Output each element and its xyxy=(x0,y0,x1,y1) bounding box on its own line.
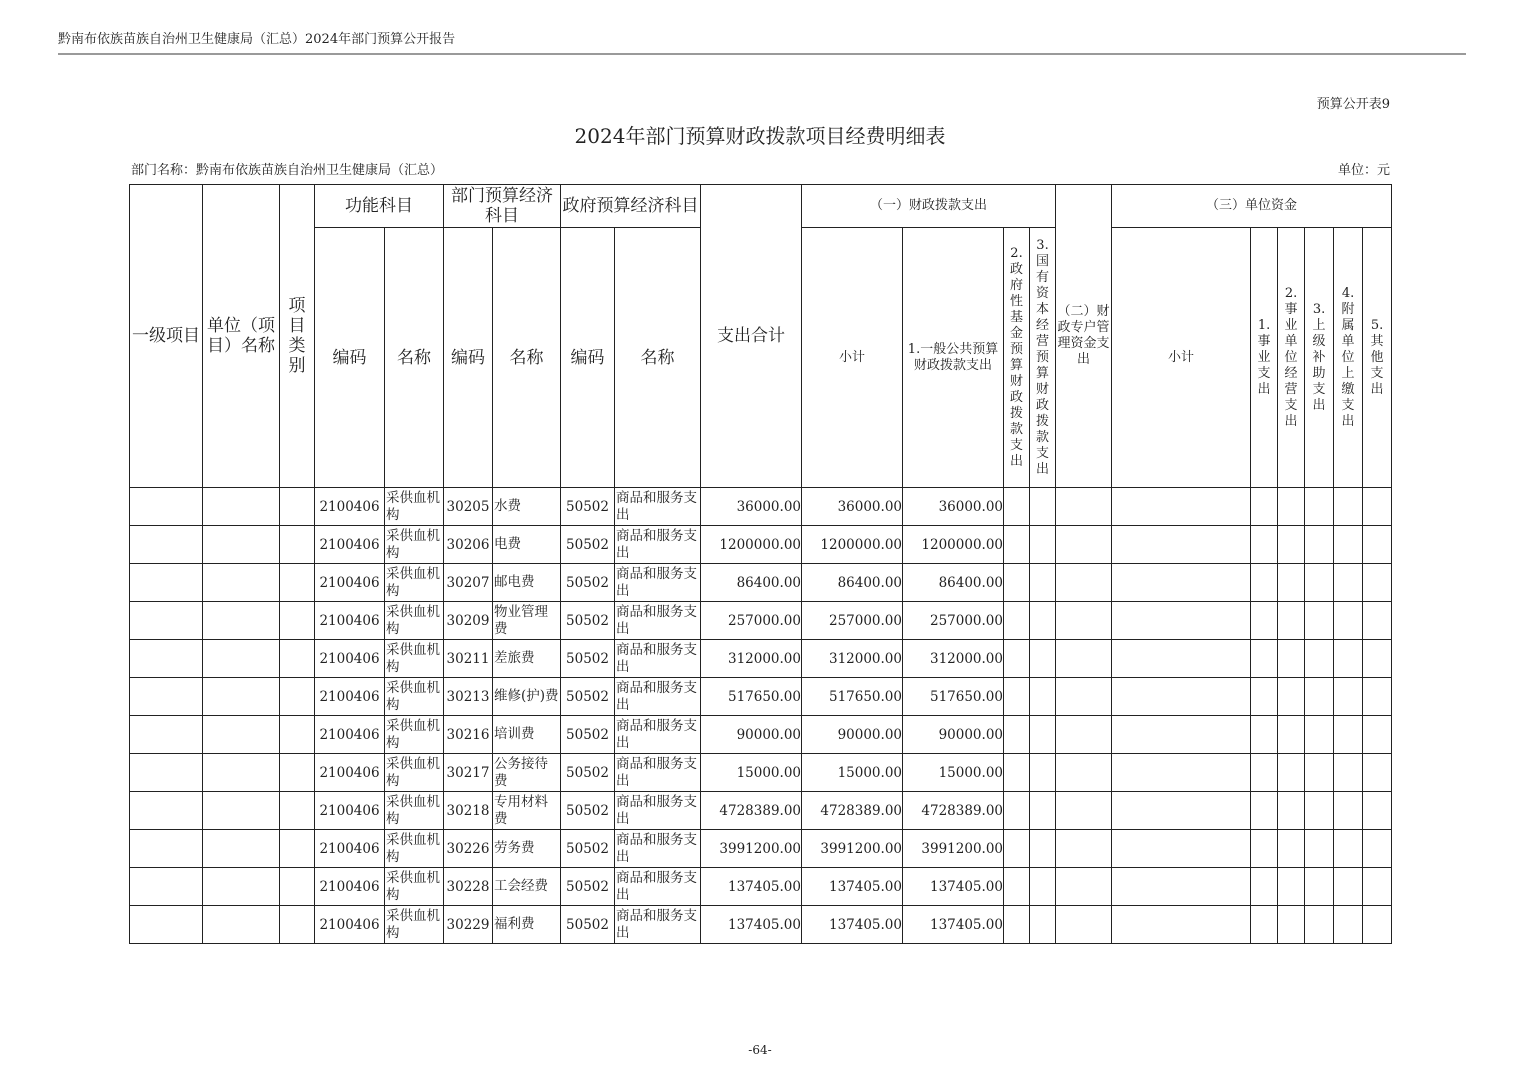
report-header: 黔南布依族苗族自治州卫生健康局（汇总）2024年部门预算公开报告 xyxy=(58,32,456,47)
unit-name-cell xyxy=(203,868,280,906)
col-dept-name: 名称 xyxy=(493,228,561,488)
page-title: 2024年部门预算财政拨款项目经费明细表 xyxy=(574,124,946,148)
unit-subtotal-cell xyxy=(1112,868,1251,906)
business-operation-cell xyxy=(1278,754,1305,792)
level1-cell xyxy=(130,602,203,640)
special-account-cell xyxy=(1056,868,1112,906)
business-expense-cell xyxy=(1251,678,1278,716)
dept-name-cell: 公务接待费 xyxy=(493,754,561,792)
other-expense-cell xyxy=(1363,868,1392,906)
gov-fund-cell xyxy=(1004,488,1030,526)
table-row xyxy=(130,906,1392,944)
unit-subtotal-cell xyxy=(1112,716,1251,754)
func-name-cell: 采供血机构 xyxy=(385,906,444,944)
level1-cell xyxy=(130,526,203,564)
special-account-cell xyxy=(1056,716,1112,754)
subtotal-cell: 3991200.00 xyxy=(802,830,903,868)
superior-subsidy-cell xyxy=(1305,716,1334,754)
affiliate-payment-cell xyxy=(1334,678,1363,716)
gov-name-cell: 商品和服务支出 xyxy=(615,830,701,868)
gov-code-cell: 50502 xyxy=(561,830,615,868)
state-capital-cell xyxy=(1030,906,1056,944)
project-type-cell xyxy=(280,792,315,830)
func-code-cell: 2100406 xyxy=(315,678,385,716)
table-row xyxy=(130,830,1392,868)
other-expense-cell xyxy=(1363,830,1392,868)
gov-code-cell: 50502 xyxy=(561,564,615,602)
gov-code-cell: 50502 xyxy=(561,754,615,792)
state-capital-cell xyxy=(1030,678,1056,716)
state-capital-cell xyxy=(1030,754,1056,792)
col-unit-funds: （三）单位资金 xyxy=(1112,185,1392,228)
subtotal-cell: 86400.00 xyxy=(802,564,903,602)
unit-name-cell xyxy=(203,602,280,640)
unit-name-cell xyxy=(203,792,280,830)
table-body xyxy=(130,488,1392,944)
unit-name-cell xyxy=(203,678,280,716)
affiliate-payment-cell xyxy=(1334,564,1363,602)
dept-code-cell: 30213 xyxy=(444,678,493,716)
affiliate-payment-cell xyxy=(1334,868,1363,906)
dept-name-cell: 水费 xyxy=(493,488,561,526)
table-row xyxy=(130,640,1392,678)
other-expense-cell xyxy=(1363,640,1392,678)
col-gov-code: 编码 xyxy=(561,228,615,488)
gov-fund-cell xyxy=(1004,678,1030,716)
unit-name-cell xyxy=(203,488,280,526)
level1-cell xyxy=(130,830,203,868)
business-operation-cell xyxy=(1278,564,1305,602)
func-code-cell: 2100406 xyxy=(315,754,385,792)
project-type-cell xyxy=(280,830,315,868)
header-divider xyxy=(58,53,1466,55)
col-dept-econ-subject: 部门预算经济科目 xyxy=(444,185,561,228)
affiliate-payment-cell xyxy=(1334,488,1363,526)
level1-cell xyxy=(130,754,203,792)
col-total-expenditure: 支出合计 xyxy=(701,185,802,488)
special-account-cell xyxy=(1056,906,1112,944)
project-type-cell xyxy=(280,488,315,526)
gov-name-cell: 商品和服务支出 xyxy=(615,906,701,944)
gov-fund-cell xyxy=(1004,792,1030,830)
other-expense-cell xyxy=(1363,488,1392,526)
business-expense-cell xyxy=(1251,830,1278,868)
business-operation-cell xyxy=(1278,526,1305,564)
special-account-cell xyxy=(1056,602,1112,640)
business-operation-cell xyxy=(1278,640,1305,678)
special-account-cell xyxy=(1056,526,1112,564)
other-expense-cell xyxy=(1363,602,1392,640)
unit-subtotal-cell xyxy=(1112,754,1251,792)
general-budget-cell: 517650.00 xyxy=(903,678,1004,716)
dept-name-cell: 邮电费 xyxy=(493,564,561,602)
superior-subsidy-cell xyxy=(1305,640,1334,678)
func-name-cell: 采供血机构 xyxy=(385,830,444,868)
func-code-cell: 2100406 xyxy=(315,830,385,868)
department-label: 部门名称：黔南布依族苗族自治州卫生健康局（汇总） xyxy=(131,163,444,178)
gov-name-cell: 商品和服务支出 xyxy=(615,678,701,716)
state-capital-cell xyxy=(1030,526,1056,564)
subtotal-cell: 517650.00 xyxy=(802,678,903,716)
business-expense-cell xyxy=(1251,640,1278,678)
state-capital-cell xyxy=(1030,640,1056,678)
unit-name-cell xyxy=(203,640,280,678)
col-unit-name: 单位（项目）名称 xyxy=(203,185,280,488)
subtotal-cell: 312000.00 xyxy=(802,640,903,678)
col-gov-fund: 2.政府性基金预算财政拨款支出 xyxy=(1004,228,1030,488)
superior-subsidy-cell xyxy=(1305,488,1334,526)
state-capital-cell xyxy=(1030,602,1056,640)
col-func-name: 名称 xyxy=(385,228,444,488)
project-type-cell xyxy=(280,754,315,792)
superior-subsidy-cell xyxy=(1305,678,1334,716)
table-row xyxy=(130,488,1392,526)
gov-name-cell: 商品和服务支出 xyxy=(615,792,701,830)
total-cell: 1200000.00 xyxy=(701,526,802,564)
col-other-expense: 5.其他支出 xyxy=(1363,228,1392,488)
affiliate-payment-cell xyxy=(1334,754,1363,792)
state-capital-cell xyxy=(1030,488,1056,526)
func-name-cell: 采供血机构 xyxy=(385,526,444,564)
func-name-cell: 采供血机构 xyxy=(385,678,444,716)
project-type-cell xyxy=(280,906,315,944)
total-cell: 36000.00 xyxy=(701,488,802,526)
func-name-cell: 采供血机构 xyxy=(385,754,444,792)
project-type-cell xyxy=(280,640,315,678)
business-operation-cell xyxy=(1278,678,1305,716)
unit-subtotal-cell xyxy=(1112,640,1251,678)
unit-name-cell xyxy=(203,754,280,792)
func-code-cell: 2100406 xyxy=(315,640,385,678)
affiliate-payment-cell xyxy=(1334,792,1363,830)
total-cell: 15000.00 xyxy=(701,754,802,792)
business-operation-cell xyxy=(1278,716,1305,754)
business-expense-cell xyxy=(1251,564,1278,602)
dept-code-cell: 30207 xyxy=(444,564,493,602)
table-row xyxy=(130,716,1392,754)
affiliate-payment-cell xyxy=(1334,640,1363,678)
dept-name-cell: 物业管理费 xyxy=(493,602,561,640)
affiliate-payment-cell xyxy=(1334,716,1363,754)
unit-subtotal-cell xyxy=(1112,564,1251,602)
unit-name-cell xyxy=(203,906,280,944)
gov-code-cell: 50502 xyxy=(561,716,615,754)
dept-code-cell: 30228 xyxy=(444,868,493,906)
gov-fund-cell xyxy=(1004,716,1030,754)
table-row xyxy=(130,678,1392,716)
col-fiscal-appropriation: （一）财政拨款支出 xyxy=(802,185,1056,228)
general-budget-cell: 312000.00 xyxy=(903,640,1004,678)
gov-fund-cell xyxy=(1004,602,1030,640)
business-expense-cell xyxy=(1251,906,1278,944)
gov-code-cell: 50502 xyxy=(561,792,615,830)
general-budget-cell: 1200000.00 xyxy=(903,526,1004,564)
level1-cell xyxy=(130,640,203,678)
unit-subtotal-cell xyxy=(1112,906,1251,944)
gov-fund-cell xyxy=(1004,906,1030,944)
dept-code-cell: 30216 xyxy=(444,716,493,754)
superior-subsidy-cell xyxy=(1305,906,1334,944)
general-budget-cell: 137405.00 xyxy=(903,906,1004,944)
affiliate-payment-cell xyxy=(1334,830,1363,868)
general-budget-cell: 3991200.00 xyxy=(903,830,1004,868)
project-type-cell xyxy=(280,716,315,754)
business-expense-cell xyxy=(1251,868,1278,906)
superior-subsidy-cell xyxy=(1305,526,1334,564)
business-operation-cell xyxy=(1278,906,1305,944)
other-expense-cell xyxy=(1363,526,1392,564)
gov-code-cell: 50502 xyxy=(561,488,615,526)
level1-cell xyxy=(130,564,203,602)
col-project-type: 项目类别 xyxy=(280,185,315,488)
func-code-cell: 2100406 xyxy=(315,868,385,906)
unit-name-cell xyxy=(203,716,280,754)
dept-name-cell: 劳务费 xyxy=(493,830,561,868)
func-name-cell: 采供血机构 xyxy=(385,488,444,526)
gov-code-cell: 50502 xyxy=(561,906,615,944)
col-superior-subsidy: 3.上级补助支出 xyxy=(1305,228,1334,488)
gov-code-cell: 50502 xyxy=(561,602,615,640)
func-code-cell: 2100406 xyxy=(315,602,385,640)
gov-name-cell: 商品和服务支出 xyxy=(615,602,701,640)
unit-name-cell xyxy=(203,830,280,868)
table-row xyxy=(130,526,1392,564)
special-account-cell xyxy=(1056,792,1112,830)
subtotal-cell: 4728389.00 xyxy=(802,792,903,830)
project-type-cell xyxy=(280,602,315,640)
func-code-cell: 2100406 xyxy=(315,716,385,754)
general-budget-cell: 90000.00 xyxy=(903,716,1004,754)
col-general-budget: 1.一般公共预算财政拨款支出 xyxy=(903,228,1004,488)
general-budget-cell: 15000.00 xyxy=(903,754,1004,792)
total-cell: 312000.00 xyxy=(701,640,802,678)
total-cell: 4728389.00 xyxy=(701,792,802,830)
dept-name-cell: 差旅费 xyxy=(493,640,561,678)
col-state-capital: 3.国有资本经营预算财政拨款支出 xyxy=(1030,228,1056,488)
superior-subsidy-cell xyxy=(1305,830,1334,868)
superior-subsidy-cell xyxy=(1305,792,1334,830)
business-expense-cell xyxy=(1251,602,1278,640)
gov-name-cell: 商品和服务支出 xyxy=(615,488,701,526)
col-level1-project: 一级项目 xyxy=(130,185,203,488)
project-type-cell xyxy=(280,868,315,906)
table-row xyxy=(130,868,1392,906)
subtotal-cell: 137405.00 xyxy=(802,906,903,944)
gov-fund-cell xyxy=(1004,868,1030,906)
dept-code-cell: 30226 xyxy=(444,830,493,868)
gov-name-cell: 商品和服务支出 xyxy=(615,526,701,564)
col-function-subject: 功能科目 xyxy=(315,185,444,228)
dept-name-cell: 维修(护)费 xyxy=(493,678,561,716)
level1-cell xyxy=(130,678,203,716)
func-name-cell: 采供血机构 xyxy=(385,602,444,640)
business-expense-cell xyxy=(1251,754,1278,792)
general-budget-cell: 86400.00 xyxy=(903,564,1004,602)
gov-fund-cell xyxy=(1004,526,1030,564)
other-expense-cell xyxy=(1363,792,1392,830)
business-expense-cell xyxy=(1251,792,1278,830)
dept-name-cell: 专用材料费 xyxy=(493,792,561,830)
total-cell: 137405.00 xyxy=(701,906,802,944)
subtotal-cell: 15000.00 xyxy=(802,754,903,792)
gov-fund-cell xyxy=(1004,564,1030,602)
dept-code-cell: 30209 xyxy=(444,602,493,640)
state-capital-cell xyxy=(1030,716,1056,754)
gov-fund-cell xyxy=(1004,830,1030,868)
superior-subsidy-cell xyxy=(1305,754,1334,792)
func-name-cell: 采供血机构 xyxy=(385,792,444,830)
project-type-cell xyxy=(280,564,315,602)
business-expense-cell xyxy=(1251,716,1278,754)
func-code-cell: 2100406 xyxy=(315,526,385,564)
other-expense-cell xyxy=(1363,906,1392,944)
dept-code-cell: 30206 xyxy=(444,526,493,564)
gov-name-cell: 商品和服务支出 xyxy=(615,716,701,754)
unit-label: 单位：元 xyxy=(1337,163,1390,178)
col-gov-econ-subject: 政府预算经济科目 xyxy=(561,185,701,228)
special-account-cell xyxy=(1056,678,1112,716)
table-number: 预算公开表9 xyxy=(1316,97,1390,112)
col-special-account: （二）财政专户管理资金支出 xyxy=(1056,185,1112,488)
col-gov-name: 名称 xyxy=(615,228,701,488)
dept-code-cell: 30229 xyxy=(444,906,493,944)
special-account-cell xyxy=(1056,640,1112,678)
subtotal-cell: 137405.00 xyxy=(802,868,903,906)
general-budget-cell: 4728389.00 xyxy=(903,792,1004,830)
dept-code-cell: 30218 xyxy=(444,792,493,830)
func-code-cell: 2100406 xyxy=(315,488,385,526)
unit-subtotal-cell xyxy=(1112,488,1251,526)
special-account-cell xyxy=(1056,564,1112,602)
superior-subsidy-cell xyxy=(1305,602,1334,640)
gov-name-cell: 商品和服务支出 xyxy=(615,868,701,906)
col-business-operation: 2.事业单位经营支出 xyxy=(1278,228,1305,488)
superior-subsidy-cell xyxy=(1305,868,1334,906)
total-cell: 137405.00 xyxy=(701,868,802,906)
state-capital-cell xyxy=(1030,564,1056,602)
project-type-cell xyxy=(280,678,315,716)
gov-name-cell: 商品和服务支出 xyxy=(615,564,701,602)
total-cell: 517650.00 xyxy=(701,678,802,716)
general-budget-cell: 137405.00 xyxy=(903,868,1004,906)
unit-subtotal-cell xyxy=(1112,830,1251,868)
subtotal-cell: 1200000.00 xyxy=(802,526,903,564)
col-dept-code: 编码 xyxy=(444,228,493,488)
col-fiscal-subtotal: 小计 xyxy=(802,228,903,488)
table-row xyxy=(130,564,1392,602)
other-expense-cell xyxy=(1363,678,1392,716)
unit-subtotal-cell xyxy=(1112,678,1251,716)
general-budget-cell: 257000.00 xyxy=(903,602,1004,640)
special-account-cell xyxy=(1056,830,1112,868)
table-row xyxy=(130,792,1392,830)
dept-code-cell: 30205 xyxy=(444,488,493,526)
func-code-cell: 2100406 xyxy=(315,906,385,944)
func-name-cell: 采供血机构 xyxy=(385,640,444,678)
subtotal-cell: 257000.00 xyxy=(802,602,903,640)
business-expense-cell xyxy=(1251,526,1278,564)
level1-cell xyxy=(130,906,203,944)
state-capital-cell xyxy=(1030,792,1056,830)
state-capital-cell xyxy=(1030,830,1056,868)
special-account-cell xyxy=(1056,754,1112,792)
dept-name-cell: 工会经费 xyxy=(493,868,561,906)
business-operation-cell xyxy=(1278,488,1305,526)
col-unit-subtotal: 小计 xyxy=(1112,228,1251,488)
other-expense-cell xyxy=(1363,564,1392,602)
project-type-cell xyxy=(280,526,315,564)
business-operation-cell xyxy=(1278,602,1305,640)
page-number: -64- xyxy=(748,1043,772,1057)
business-expense-cell xyxy=(1251,488,1278,526)
business-operation-cell xyxy=(1278,830,1305,868)
col-affiliate-payment: 4.附属单位上缴支出 xyxy=(1334,228,1363,488)
affiliate-payment-cell xyxy=(1334,526,1363,564)
total-cell: 257000.00 xyxy=(701,602,802,640)
gov-name-cell: 商品和服务支出 xyxy=(615,754,701,792)
gov-code-cell: 50502 xyxy=(561,526,615,564)
gov-code-cell: 50502 xyxy=(561,678,615,716)
func-name-cell: 采供血机构 xyxy=(385,564,444,602)
gov-code-cell: 50502 xyxy=(561,640,615,678)
total-cell: 90000.00 xyxy=(701,716,802,754)
dept-code-cell: 30217 xyxy=(444,754,493,792)
other-expense-cell xyxy=(1363,716,1392,754)
total-cell: 3991200.00 xyxy=(701,830,802,868)
unit-subtotal-cell xyxy=(1112,526,1251,564)
col-func-code: 编码 xyxy=(315,228,385,488)
dept-name-cell: 电费 xyxy=(493,526,561,564)
total-cell: 86400.00 xyxy=(701,564,802,602)
state-capital-cell xyxy=(1030,868,1056,906)
func-name-cell: 采供血机构 xyxy=(385,716,444,754)
superior-subsidy-cell xyxy=(1305,564,1334,602)
level1-cell xyxy=(130,792,203,830)
level1-cell xyxy=(130,716,203,754)
level1-cell xyxy=(130,868,203,906)
subtotal-cell: 36000.00 xyxy=(802,488,903,526)
business-operation-cell xyxy=(1278,868,1305,906)
unit-subtotal-cell xyxy=(1112,792,1251,830)
unit-name-cell xyxy=(203,526,280,564)
gov-name-cell: 商品和服务支出 xyxy=(615,640,701,678)
gov-code-cell: 50502 xyxy=(561,868,615,906)
special-account-cell xyxy=(1056,488,1112,526)
table-row xyxy=(130,754,1392,792)
subtotal-cell: 90000.00 xyxy=(802,716,903,754)
dept-name-cell: 福利费 xyxy=(493,906,561,944)
func-code-cell: 2100406 xyxy=(315,564,385,602)
func-name-cell: 采供血机构 xyxy=(385,868,444,906)
col-business-expense: 1.事业支出 xyxy=(1251,228,1278,488)
gov-fund-cell xyxy=(1004,754,1030,792)
dept-name-cell: 培训费 xyxy=(493,716,561,754)
unit-subtotal-cell xyxy=(1112,602,1251,640)
unit-name-cell xyxy=(203,564,280,602)
general-budget-cell: 36000.00 xyxy=(903,488,1004,526)
budget-table xyxy=(129,184,1392,944)
func-code-cell: 2100406 xyxy=(315,792,385,830)
level1-cell xyxy=(130,488,203,526)
gov-fund-cell xyxy=(1004,640,1030,678)
other-expense-cell xyxy=(1363,754,1392,792)
affiliate-payment-cell xyxy=(1334,906,1363,944)
affiliate-payment-cell xyxy=(1334,602,1363,640)
table-row xyxy=(130,602,1392,640)
dept-code-cell: 30211 xyxy=(444,640,493,678)
business-operation-cell xyxy=(1278,792,1305,830)
